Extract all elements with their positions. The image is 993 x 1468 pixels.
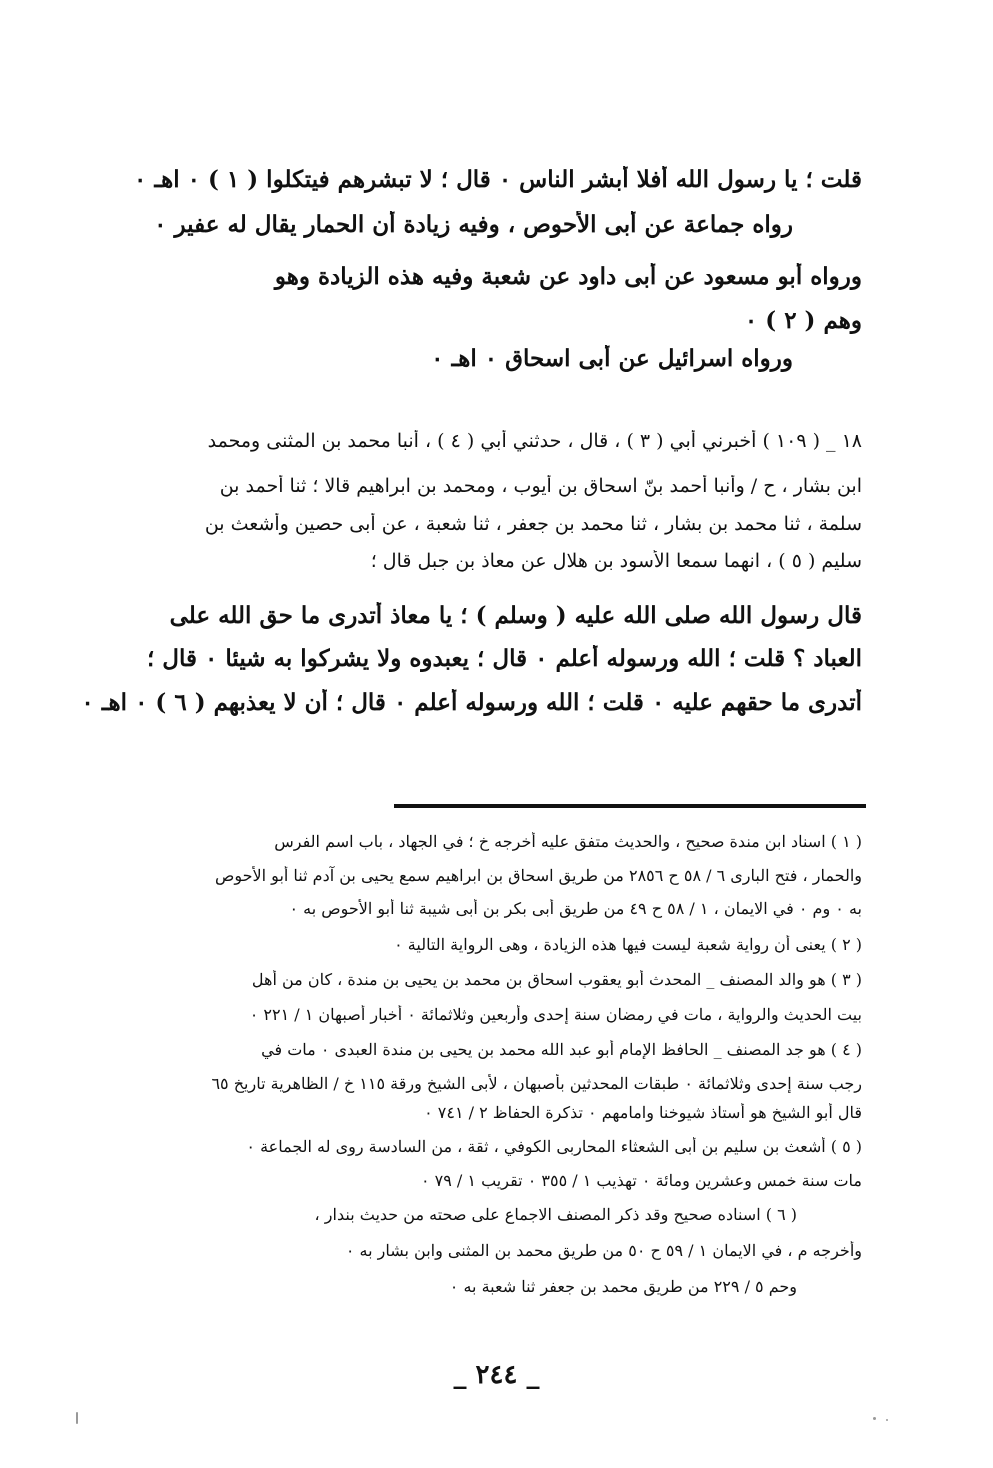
footnote-line-6: بيت الحديث والرواية ، مات في رمضان سنة إحدى وأربعين وثلاثمائة ٠ أخبار أصبهان ١ / ٢٢١ ٠	[249, 1005, 862, 1024]
footnote-divider	[394, 804, 866, 808]
footnote-line-11: مات سنة خمس وعشرين ومائة ٠ تهذيب ١ / ٣٥٥ ٠ تقريب ١ / ٧٩ ٠	[420, 1171, 862, 1190]
footnote-line-13: وأخرجه م ، في الايمان ١ / ٥٩ ح ٥٠ من طريق محمد بن المثنى وابن بشار به ٠	[345, 1241, 862, 1260]
footnote-line-4: ( ٢ ) يعنى أن رواية شعبة ليست فيها هذه الزيادة ، وهى الرواية التالية ٠	[394, 935, 862, 954]
main-line-2: رواه جماعة عن أبى الأحوص ، وفيه زيادة أن الحمار يقال له عفير ٠	[154, 211, 793, 238]
isnad-line-4: سليم ( ٥ ) ، انهما سمعا الأسود بن هلال عن معاذ بن جبل قال ؛	[370, 550, 862, 572]
footnote-line-8: رجب سنة إحدى وثلاثمائة ٠ طبقات المحدثين بأصبهان ، لأبى الشيخ ورقة ١١٥ خ / الظاهرية تاريخ ٦٥	[211, 1074, 862, 1093]
scan-speck	[76, 1412, 78, 1424]
main-line-4: وهم ( ٢ ) ٠	[744, 307, 862, 334]
scan-speck	[873, 1417, 876, 1420]
isnad-line-2: ابن بشار ، ح / وأنبا أحمد بنّ اسحاق بن أيوب ، ومحمد بن ابراهيم قالا ؛ ثنا أحمد بن	[219, 475, 862, 497]
isnad-line-3: سلمة ، ثنا محمد بن بشار ، ثنا محمد بن جعفر ، ثنا شعبة ، عن أبى حصين وأشعث بن	[204, 513, 862, 535]
footnote-line-7: ( ٤ ) هو جد المصنف _ الحافظ الإمام أبو عبد الله محمد بن يحيى بن مندة العبدى ٠ مات في	[261, 1040, 862, 1059]
main-line-5: ورواه اسرائيل عن أبى اسحاق ٠ اهـ ٠	[431, 345, 793, 372]
footnote-line-5: ( ٣ ) هو والد المصنف _ المحدث أبو يعقوب اسحاق بن محمد بن يحيى بن مندة ، كان من أهل	[251, 970, 862, 989]
hadith-line-2: العباد ؟ قلت ؛ الله ورسوله أعلم ٠ قال ؛ يعبدوه ولا يشركوا به شيئا ٠ قال ؛	[146, 645, 862, 672]
footnote-line-12: ( ٦ ) اسناده صحيح وقد ذكر المصنف الاجماع على صحته من حديث بندار ،	[314, 1205, 797, 1224]
footnote-line-2: والحمار ، فتح البارى ٦ / ٥٨ ح ٢٨٥٦ من طريق اسحاق بن ابراهيم سمع يحيى بن آدم ثنا أبو الأحوص	[215, 866, 862, 885]
hadith-line-3: أتدرى ما حقهم عليه ٠ قلت ؛ الله ورسوله أعلم ٠ قال ؛ أن لا يعذبهم ( ٦ ) ٠ اهـ ٠	[81, 689, 862, 716]
hadith-line-1: قال رسول الله صلى الله عليه ( وسلم ) ؛ يا معاذ أتدرى ما حق الله على	[169, 602, 862, 629]
footnote-line-14: وحم ٥ / ٢٢٩ من طريق محمد بن جعفر ثنا شعبة به ٠	[449, 1277, 797, 1296]
scan-speck	[886, 1419, 888, 1421]
main-line-1: قلت ؛ يا رسول الله أفلا أبشر الناس ٠ قال ؛ لا تبشرهم فيتكلوا ( ١ ) ٠ اهـ ٠	[134, 166, 862, 193]
footnote-line-3: به ٠ وم ٠ في الايمان ، ١ / ٥٨ ح ٤٩ من طريق أبى بكر بن أبى شيبة ثنا أبو الأحوص به ٠	[289, 899, 862, 918]
main-line-3: ورواه أبو مسعود عن أبى داود عن شعبة وفيه هذه الزيادة وهو	[274, 263, 862, 290]
isnad-line-1: ١٨ _ ( ١٠٩ ) أخبرني أبي ( ٣ ) ، قال ، حدثني أبي ( ٤ ) ، أنبا محمد بن المثنى ومحمد	[207, 430, 862, 452]
page-number: _ ٢٤٤ _	[453, 1360, 540, 1390]
footnote-line-1: ( ١ ) اسناد ابن مندة صحيح ، والحديث متفق عليه أخرجه خ ؛ في الجهاد ، باب اسم الفرس	[274, 832, 862, 851]
footnote-line-9: قال أبو الشيخ هو أستاذ شيوخنا وامامهم ٠ تذكرة الحفاظ ٢ / ٧٤١ ٠	[424, 1103, 862, 1122]
footnote-line-10: ( ٥ ) أشعث بن سليم بن أبى الشعثاء المحاربى الكوفي ، ثقة ، من السادسة روى له الجماعة ٠	[246, 1137, 862, 1156]
